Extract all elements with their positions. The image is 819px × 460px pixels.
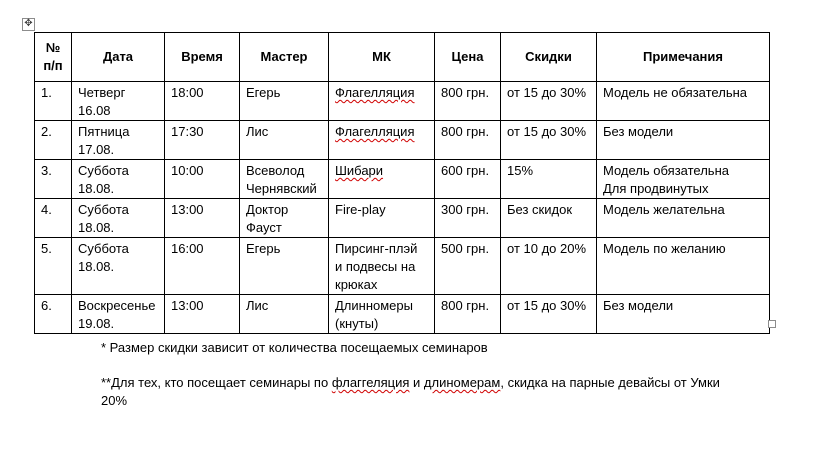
cell-num: 4. (35, 199, 72, 238)
cell-num: 1. (35, 82, 72, 121)
cell-mk (329, 121, 435, 160)
footnote-text: и (409, 375, 424, 390)
table-row (35, 199, 770, 238)
footnote-pair-devices (101, 374, 721, 410)
mk-title: Флагелляция (335, 85, 415, 100)
cell-time: 13:00 (165, 295, 240, 334)
date-value: 17.08. (78, 142, 115, 157)
cell-master (240, 199, 329, 238)
date-day: Суббота (78, 163, 129, 178)
table-row (35, 295, 770, 334)
table-resize-handle[interactable] (768, 320, 776, 328)
table-move-handle[interactable] (22, 18, 35, 31)
cell-master (240, 238, 329, 295)
cell-price: 500 грн. (435, 238, 501, 295)
cell-mk (329, 295, 435, 334)
date-day: Суббота (78, 202, 129, 217)
cell-notes: Без модели (597, 121, 770, 160)
table-row (35, 238, 770, 295)
master-last-name: Чернявский (246, 181, 317, 196)
master-first-name: Доктор (246, 202, 289, 217)
cell-master (240, 160, 329, 199)
master-name: Лис (246, 124, 269, 139)
date-value: 19.08. (78, 316, 115, 331)
cell-date (72, 121, 165, 160)
header-num: № п/п (35, 33, 72, 82)
date-value: 18.08. (78, 259, 115, 274)
mk-title: Шибари (335, 163, 384, 178)
cell-mk (329, 238, 435, 295)
header-price: Цена (435, 33, 501, 82)
footnotes (101, 339, 721, 410)
table-row (35, 160, 770, 199)
date-day: Пятница (78, 124, 130, 139)
mk-title: Fire-play (335, 202, 386, 217)
cell-discount: от 15 до 30% (501, 295, 597, 334)
date-day: Четверг (78, 85, 126, 100)
table-row (35, 121, 770, 160)
date-value: 18.08. (78, 220, 115, 235)
date-day: Воскресенье (78, 298, 156, 313)
cell-master (240, 295, 329, 334)
cell-date (72, 160, 165, 199)
cell-mk (329, 160, 435, 199)
date-day: Суббота (78, 241, 129, 256)
master-name: Егерь (246, 241, 281, 256)
cell-num: 2. (35, 121, 72, 160)
footnote-text: **Для тех, кто посещает семинары по (101, 375, 332, 390)
date-value: 18.08. (78, 181, 115, 196)
cell-discount: Без скидок (501, 199, 597, 238)
cell-mk (329, 82, 435, 121)
cell-price: 300 грн. (435, 199, 501, 238)
cell-discount: от 10 до 20% (501, 238, 597, 295)
cell-time: 13:00 (165, 199, 240, 238)
note-line: Модель обязательна (603, 163, 729, 178)
cell-time: 10:00 (165, 160, 240, 199)
cell-date (72, 82, 165, 121)
header-date: Дата (72, 33, 165, 82)
cell-price: 800 грн. (435, 295, 501, 334)
cell-notes: Без модели (597, 295, 770, 334)
cell-notes (597, 160, 770, 199)
footnote-text: , скидка на парные девайсы от Умки 20% (101, 375, 720, 408)
cell-master (240, 121, 329, 160)
cell-time: 17:30 (165, 121, 240, 160)
cell-time: 18:00 (165, 82, 240, 121)
cell-num: 6. (35, 295, 72, 334)
cell-notes: Модель по желанию (597, 238, 770, 295)
header-row (35, 33, 770, 82)
mk-title: Длинномеры (кнуты) (335, 298, 413, 331)
cell-notes: Модель не обязательна (597, 82, 770, 121)
cell-date (72, 238, 165, 295)
mk-title: Флагелляция (335, 124, 415, 139)
cell-mk (329, 199, 435, 238)
cell-price: 600 грн. (435, 160, 501, 199)
note-line: Для продвинутых (603, 181, 709, 196)
footnote-misspelled-word: длиномерам (423, 375, 501, 390)
date-value: 16.08 (78, 103, 111, 118)
cell-num: 5. (35, 238, 72, 295)
master-name: Лис (246, 298, 269, 313)
cell-price: 800 грн. (435, 121, 501, 160)
header-discount: Скидки (501, 33, 597, 82)
cell-discount: 15% (501, 160, 597, 199)
header-master: Мастер (240, 33, 329, 82)
header-time: Время (165, 33, 240, 82)
cell-date (72, 295, 165, 334)
master-name: Егерь (246, 85, 281, 100)
cell-date (72, 199, 165, 238)
master-last-name: Фауст (246, 220, 282, 235)
footnote-discount: * Размер скидки зависит от количества посещаемых семинаров (101, 340, 488, 355)
master-first-name: Всеволод (246, 163, 305, 178)
move-arrows-icon: ✥ (24, 18, 33, 29)
mk-title: Пирсинг-плэй и подвесы на крюках (335, 241, 418, 292)
cell-time: 16:00 (165, 238, 240, 295)
header-mk: МК (329, 33, 435, 82)
cell-price: 800 грн. (435, 82, 501, 121)
cell-discount: от 15 до 30% (501, 121, 597, 160)
schedule-table (34, 32, 770, 334)
header-notes: Примечания (597, 33, 770, 82)
table-row (35, 82, 770, 121)
cell-discount: от 15 до 30% (501, 82, 597, 121)
footnote-misspelled-word: флаггеляция (331, 375, 410, 390)
cell-notes: Модель желательна (597, 199, 770, 238)
cell-master (240, 82, 329, 121)
cell-num: 3. (35, 160, 72, 199)
